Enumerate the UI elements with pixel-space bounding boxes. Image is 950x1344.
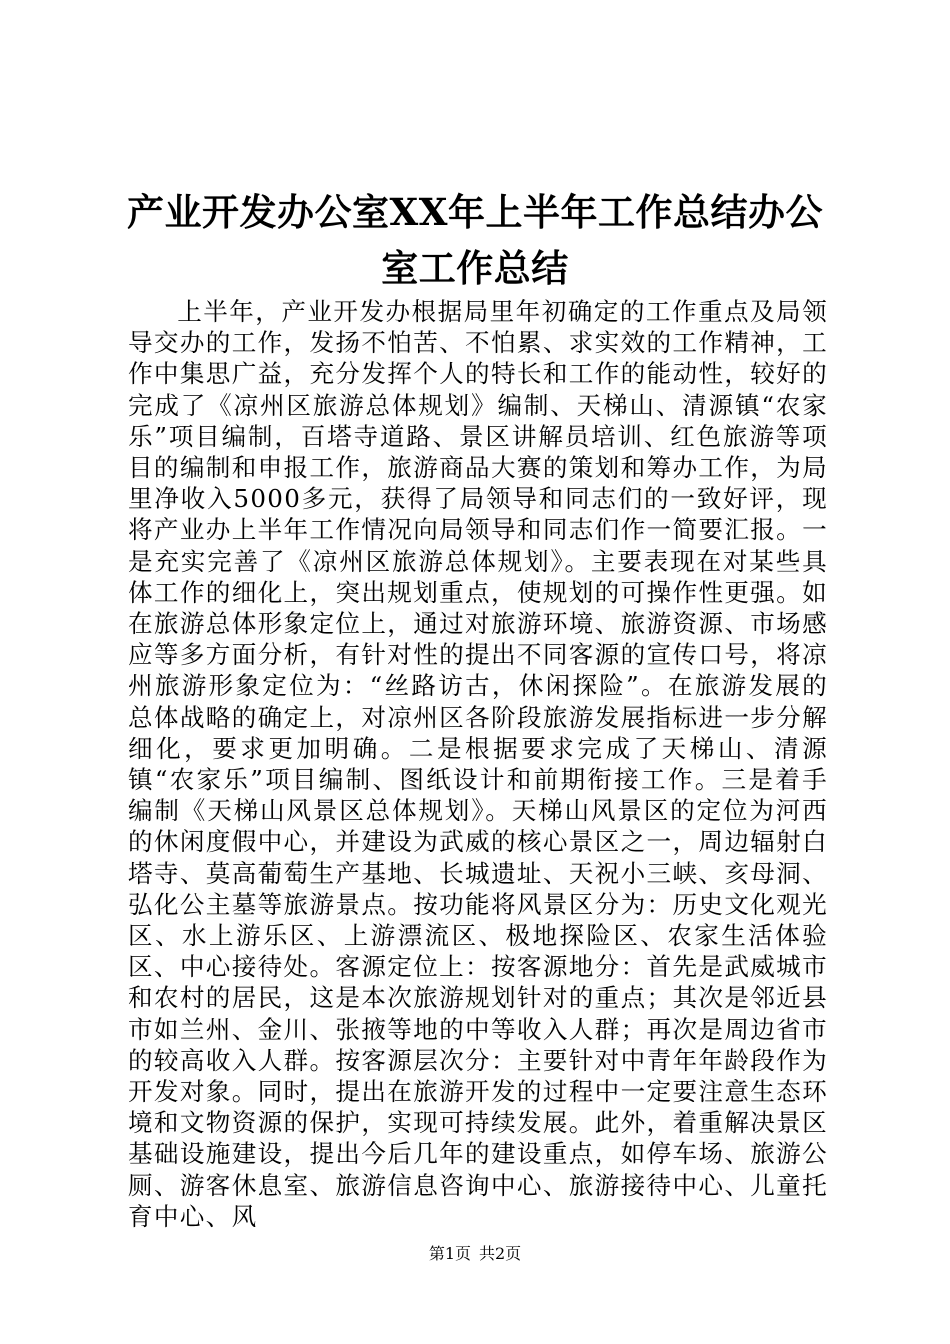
document-title: 产业开发办公室XX年上半年工作总结办公室工作总结	[127, 190, 823, 290]
page-footer	[0, 1244, 950, 1264]
page-number-total: 共2页	[479, 1244, 522, 1263]
document-body-paragraph: 上半年，产业开发办根据局里年初确定的工作重点及局领导交办的工作，发扬不怕苦、不怕累、求实效的工作精神，工作中集思广益，充分发挥个人的特长和工作的能动性，较好的完成了《凉州区旅游总体规划》编制、天梯山、清源镇“农家乐”项目编制，百塔寺道路、景区讲解员培训、红色旅游等项目的编制和申报工作，旅游商品大赛的策划和筹办工作，为局里净收入5000多元，获得了局领导和同志们的一致好评，现将产业办上半年工作情况向局领导和同志们作一简要汇报。一是充实完善了《凉州区旅游总体规划》。主要表现在对某些具体工作的细化上，突出规划重点，使规划的可操作性更强。如在旅游总体形象定位上，通过对旅游环境、旅游资源、市场感应等多方面分析，有针对性的提出不同客源的宣传口号，将凉州旅游形象定位为：“丝路访古，休闲探险”。在旅游发展的总体战略的确定上，对凉州区各阶段旅游发展指标进一步分解细化，要求更加明确。二是根据要求完成了天梯山、清源镇“农家乐”项目编制、图纸设计和前期衔接工作。三是着手编制《天梯山风景区总体规划》。天梯山风景区的定位为河西的休闲度假中心，并建设为武威的核心景区之一，周边辐射白塔寺、莫高葡萄生产基地、长城遗址、天祝小三峡、亥母洞、弘化公主墓等旅游景点。按功能将风景区分为：历史文化观光区、水上游乐区、上游漂流区、极地探险区、农家生活体验区、中心接待处。客源定位上：按客源地分：首先是武威城市和农村的居民，这是本次旅游规划针对的重点；其次是邻近县市如兰州、金川、张掖等地的中等收入人群；再次是周边省市的较高收入人群。按客源层次分：主要针对中青年年龄段作为开发对象。同时，提出在旅游开发的过程中一定要注意生态环境和文物资源的保护，实现可持续发展。此外，着重解决景区基础设施建设，提出今后几年的建设重点，如停车场、旅游公厕、游客休息室、旅游信息咨询中心、旅游接待中心、儿童托育中心、风	[128, 297, 828, 1231]
page-number-current: 第1页	[428, 1244, 471, 1263]
